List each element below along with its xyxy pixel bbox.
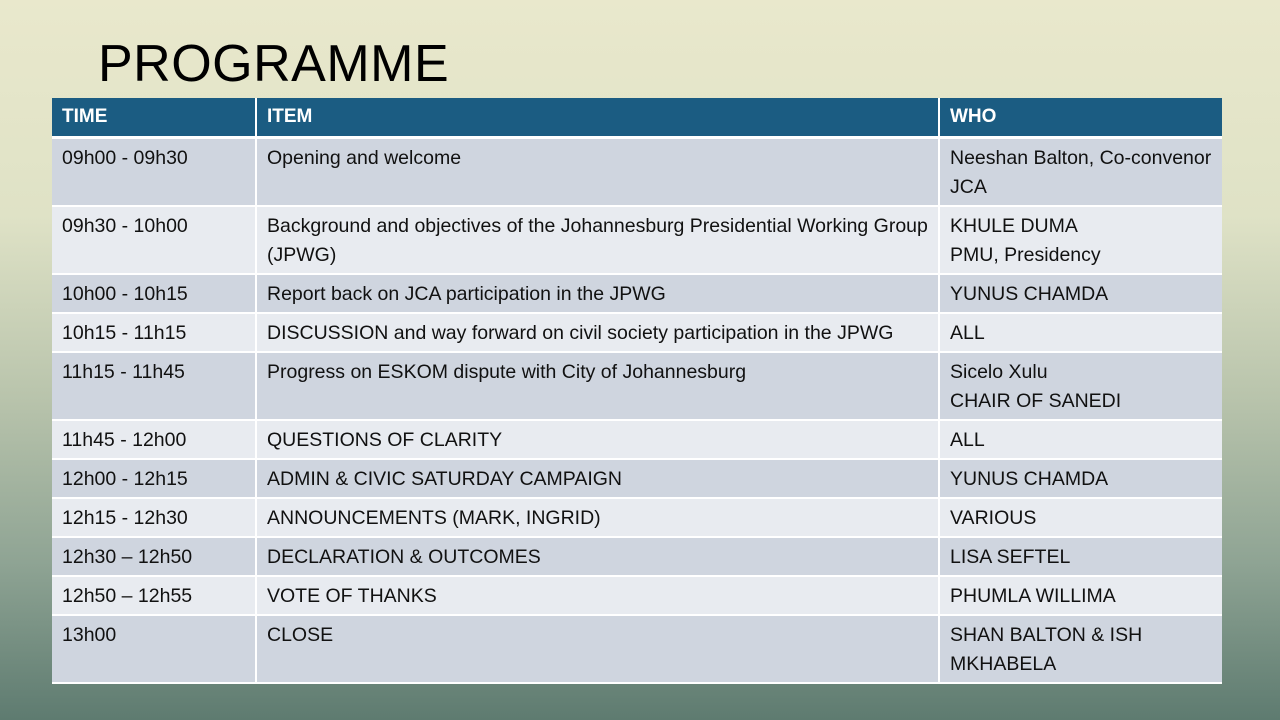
cell-time: 10h15 - 11h15 — [52, 313, 256, 352]
table-row — [52, 459, 1222, 498]
cell-who: KHULE DUMA PMU, Presidency — [939, 206, 1222, 274]
cell-item: DISCUSSION and way forward on civil society participation in the JPWG — [256, 313, 939, 352]
cell-time: 09h30 - 10h00 — [52, 206, 256, 274]
header-time: TIME — [52, 98, 256, 138]
cell-item: CLOSE — [256, 615, 939, 683]
table-row — [52, 352, 1222, 420]
table-row — [52, 576, 1222, 615]
cell-who: Sicelo Xulu CHAIR OF SANEDI — [939, 352, 1222, 420]
table-body — [52, 138, 1222, 684]
page-title: PROGRAMME — [98, 35, 450, 93]
cell-time: 12h30 – 12h50 — [52, 537, 256, 576]
cell-time: 12h50 – 12h55 — [52, 576, 256, 615]
cell-who: YUNUS CHAMDA — [939, 274, 1222, 313]
table-row — [52, 498, 1222, 537]
cell-item: VOTE OF THANKS — [256, 576, 939, 615]
cell-item: Background and objectives of the Johannesburg Presidential Working Group (JPWG) — [256, 206, 939, 274]
table-header-row — [52, 98, 1222, 138]
cell-time: 10h00 - 10h15 — [52, 274, 256, 313]
cell-time: 12h15 - 12h30 — [52, 498, 256, 537]
cell-time: 09h00 - 09h30 — [52, 138, 256, 207]
cell-who: Neeshan Balton, Co-convenor JCA — [939, 138, 1222, 207]
table-row — [52, 313, 1222, 352]
table-row — [52, 615, 1222, 683]
cell-item: ANNOUNCEMENTS (MARK, INGRID) — [256, 498, 939, 537]
cell-item: Opening and welcome — [256, 138, 939, 207]
cell-time: 13h00 — [52, 615, 256, 683]
table-row — [52, 274, 1222, 313]
cell-item: ADMIN & CIVIC SATURDAY CAMPAIGN — [256, 459, 939, 498]
header-item: ITEM — [256, 98, 939, 138]
table-row — [52, 537, 1222, 576]
cell-time: 11h15 - 11h45 — [52, 352, 256, 420]
cell-item: Report back on JCA participation in the JPWG — [256, 274, 939, 313]
cell-who: SHAN BALTON & ISH MKHABELA — [939, 615, 1222, 683]
cell-time: 12h00 - 12h15 — [52, 459, 256, 498]
cell-who: LISA SEFTEL — [939, 537, 1222, 576]
cell-who: ALL — [939, 420, 1222, 459]
table-row — [52, 206, 1222, 274]
table-row — [52, 420, 1222, 459]
cell-time: 11h45 - 12h00 — [52, 420, 256, 459]
cell-who: VARIOUS — [939, 498, 1222, 537]
programme-table — [52, 98, 1222, 684]
cell-item: Progress on ESKOM dispute with City of Johannesburg — [256, 352, 939, 420]
cell-who: YUNUS CHAMDA — [939, 459, 1222, 498]
cell-who: ALL — [939, 313, 1222, 352]
table-row — [52, 138, 1222, 207]
cell-item: QUESTIONS OF CLARITY — [256, 420, 939, 459]
cell-who: PHUMLA WILLIMA — [939, 576, 1222, 615]
header-who: WHO — [939, 98, 1222, 138]
cell-item: DECLARATION & OUTCOMES — [256, 537, 939, 576]
